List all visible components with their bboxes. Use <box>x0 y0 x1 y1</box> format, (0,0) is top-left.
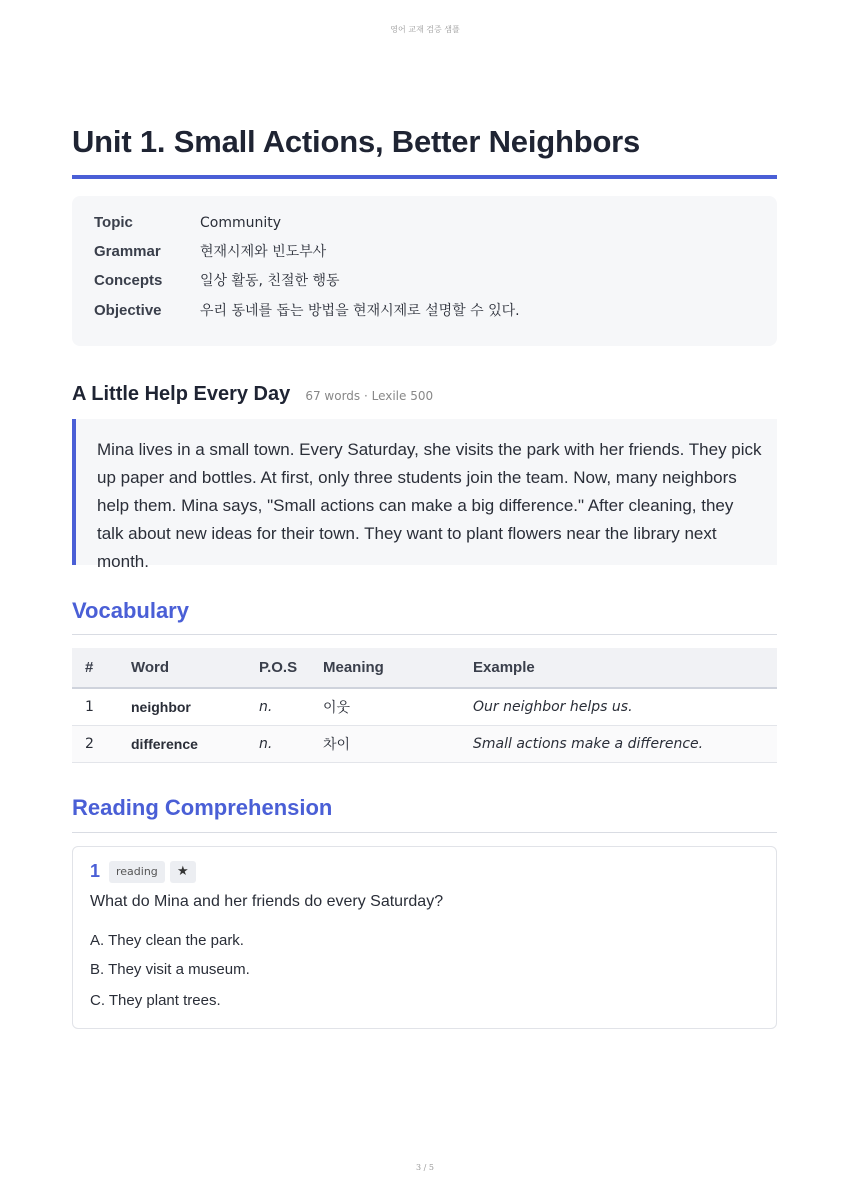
column-header-word: Word <box>131 648 259 688</box>
vocab-example: Our neighbor helps us. <box>473 688 777 726</box>
unit-meta-panel <box>72 196 777 346</box>
page-number: 3 / 5 <box>416 1163 434 1172</box>
vocab-meaning: 이웃 <box>323 688 473 726</box>
section-divider <box>72 832 777 833</box>
answer-option-b[interactable]: B. They visit a museum. <box>90 961 250 978</box>
row-number: 2 <box>72 726 131 763</box>
vocabulary-title: Vocabulary <box>72 598 189 623</box>
table-row <box>72 726 777 763</box>
vocab-pos: n. <box>259 688 323 726</box>
column-header-pos: P.O.S <box>259 648 323 688</box>
column-header-example: Example <box>473 648 777 688</box>
meta-key: Topic <box>94 214 133 231</box>
row-number: 1 <box>72 688 131 726</box>
meta-key: Objective <box>94 302 162 319</box>
header-note: 영어 교재 검증 샘플 <box>390 25 460 34</box>
answer-option-c[interactable]: C. They plant trees. <box>90 992 221 1009</box>
meta-value: 일상 활동, 친절한 행동 <box>200 273 340 289</box>
star-difficulty-icon: ★ <box>170 861 196 883</box>
meta-value: 현재시제와 빈도부사 <box>200 244 327 260</box>
table-row <box>72 688 777 726</box>
passage-box <box>72 419 777 571</box>
passage-text: Mina lives in a small town. Every Saturday, she visits the park with her friends. They pick up paper and bottles. At first, only three students join the team. Now, many neighbors help them. Mina says, "Small actions can make a big difference." After cleaning, they talk about new ideas for their town. They want to plant flowers near the library next month. <box>97 440 762 571</box>
meta-value: 우리 동네를 돕는 방법을 현재시제로 설명할 수 있다. <box>200 303 520 319</box>
question-type-tag: reading <box>109 861 165 883</box>
vocab-word: difference <box>131 726 259 763</box>
column-header-num: # <box>72 648 131 688</box>
table-header-row <box>72 648 777 688</box>
question-card <box>72 846 777 1029</box>
question-number: 1 <box>90 861 101 881</box>
column-header-meaning: Meaning <box>323 648 473 688</box>
answer-option-a[interactable]: A. They clean the park. <box>90 932 244 949</box>
reading-comprehension-title: Reading Comprehension <box>72 795 333 820</box>
passage-word-count: 67 words · Lexile 500 <box>305 389 434 403</box>
vocabulary-table <box>72 648 777 763</box>
unit-title: Unit 1. Small Actions, Better Neighbors <box>72 124 641 159</box>
section-divider <box>72 634 777 635</box>
meta-key: Grammar <box>94 243 161 260</box>
passage-title: A Little Help Every Day <box>72 383 291 405</box>
vocab-pos: n. <box>259 726 323 763</box>
vocab-word: neighbor <box>131 688 259 726</box>
title-underline <box>72 175 777 179</box>
meta-key: Concepts <box>94 272 163 289</box>
passage-heading <box>72 383 433 406</box>
vocab-example: Small actions make a difference. <box>473 726 777 763</box>
meta-value: Community <box>200 215 282 231</box>
question-text: What do Mina and her friends do every Saturday? <box>90 893 444 910</box>
vocab-meaning: 차이 <box>323 726 473 763</box>
